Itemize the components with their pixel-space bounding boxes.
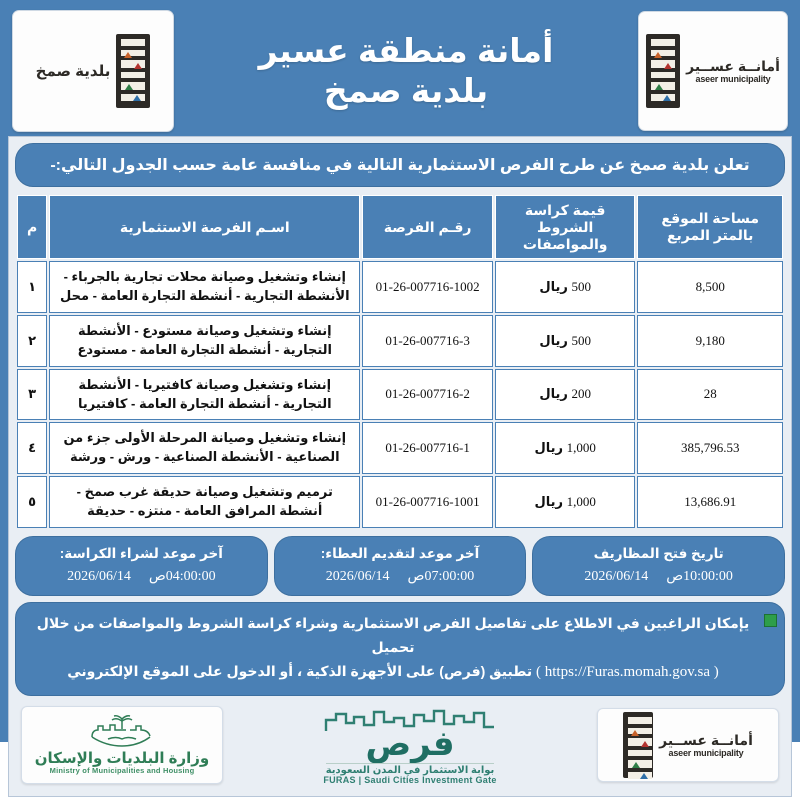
deadline-label: تاريخ فتح المظاريف: [593, 545, 724, 561]
column-header-fee: قيمة كراسة الشروط والمواصفات: [495, 195, 636, 259]
cell-name: إنشاء وتشغيل وصيانة المرحلة الأولى جزء من الصناعية - الأنشطة الصناعية - ورش - ورشة: [49, 422, 360, 474]
deadline-date: 2026/06/14: [67, 569, 131, 585]
aseer-municipality-logo: [638, 11, 788, 131]
cell-area: 13,686.91: [637, 476, 783, 528]
deadline-label: آخر موعد لتقديم العطاء:: [320, 545, 480, 561]
deadline-label: آخر موعد لشراء الكراسة:: [59, 545, 223, 561]
cell-number: 01-26-007716-3: [362, 315, 493, 367]
deadlines-row: [15, 536, 785, 596]
footer-logos: [15, 696, 785, 790]
ministry-name-arabic: وزارة البلديات والإسكان: [34, 749, 210, 767]
column-header-number: رقـم الفرصة: [362, 195, 493, 259]
page-title-line1: أمانة منطقة عسير: [258, 31, 554, 69]
table-row: [17, 422, 783, 474]
green-square-bullet-icon: [764, 614, 777, 627]
page-header: [8, 6, 792, 136]
cell-index: ٢: [17, 315, 47, 367]
cell-fee-amount: 1,000: [566, 493, 596, 509]
cell-fee-amount: 500: [571, 332, 591, 348]
deadline-date: 2026/06/14: [584, 569, 649, 585]
asir-heritage-emblem-icon: [116, 34, 150, 108]
opportunities-table-body: [17, 261, 783, 527]
cell-area: 385,796.53: [637, 422, 783, 474]
deadline-bid-submission: [274, 536, 527, 596]
table-row: [17, 476, 783, 528]
footer-furas-logo: [310, 704, 510, 786]
cell-area: 28: [637, 369, 783, 421]
asir-heritage-emblem-icon: [623, 712, 653, 778]
furas-wordmark: فرص: [365, 724, 455, 763]
cell-fee: [495, 422, 636, 474]
cell-fee-amount: 500: [571, 278, 591, 294]
info-note-wrapper: [15, 602, 785, 696]
cell-index: ٣: [17, 369, 47, 421]
deadline-envelope-opening: [532, 536, 785, 596]
cell-number: 01-26-007716-2: [362, 369, 493, 421]
deadline-time: 07:00:00ص: [407, 569, 475, 585]
cell-fee-currency: ريال: [534, 493, 563, 509]
table-row: [17, 315, 783, 367]
ministry-name-english: Ministry of Municipalities and Housing: [49, 766, 195, 776]
cell-name: إنشاء وتشغيل وصيانة محلات تجارية بالجرباء - الأنشطة التجارية - أنشطة التجارة العامة - محل: [49, 261, 360, 313]
cell-fee-currency: ريال: [534, 439, 563, 455]
page-title: [174, 31, 638, 112]
footer-aseer-arabic-label: أمانــة عســير: [659, 731, 753, 748]
cell-area: 8,500: [637, 261, 783, 313]
cell-fee: [495, 369, 636, 421]
furas-portal-url[interactable]: ( https://Furas.momah.gov.sa ): [536, 663, 719, 680]
info-note-line1: يإمكان الراغبين في الاطلاع على تفاصيل الفرص الاستثمارية وشراء كراسة الشروط والمواصفات من خلال تحميل: [36, 615, 750, 655]
footer-aseer-municipality-logo: [597, 708, 779, 782]
deadline-time: 04:00:00ص: [148, 569, 216, 585]
footer-aseer-english-label: aseer municipality: [668, 748, 744, 759]
column-header-name: اسـم الفرصة الاستثمارية: [49, 195, 360, 259]
info-note: [15, 602, 785, 696]
deadline-booklet-purchase: [15, 536, 268, 596]
deadline-time: 10:00:00ص: [666, 569, 733, 585]
cell-fee-amount: 1,000: [566, 439, 596, 455]
table-row: [17, 369, 783, 421]
cell-fee-currency: ريال: [539, 386, 568, 402]
cell-fee: [495, 476, 636, 528]
cell-index: ٤: [17, 422, 47, 474]
table-header-row: [17, 195, 783, 259]
cell-fee: [495, 315, 636, 367]
opportunities-table: [15, 193, 785, 530]
furas-divider: [326, 763, 494, 764]
cell-area: 9,180: [637, 315, 783, 367]
cell-index: ١: [17, 261, 47, 313]
footer-ministry-logo: [21, 706, 223, 784]
cell-number: 01-26-007716-1002: [362, 261, 493, 313]
cell-name: إنشاء وتشغيل وصيانة مستودع - الأنشطة التجارية - أنشطة التجارة العامة - مستودع: [49, 315, 360, 367]
cell-name: ترميم وتشغيل وصيانة حديقة غرب صمخ - أنشطة المرافق العامة - منتزه - حديقة: [49, 476, 360, 528]
table-row: [17, 261, 783, 313]
content-board: [8, 136, 792, 797]
column-header-area: مساحة الموقع بالمتر المربع: [637, 195, 783, 259]
samakh-logo-label: بلدية صمخ: [35, 63, 111, 80]
column-header-index: م: [17, 195, 47, 259]
cell-index: ٥: [17, 476, 47, 528]
cell-fee-currency: ريال: [539, 332, 568, 348]
aseer-logo-arabic-label: أمانــة عســير: [686, 57, 780, 74]
cell-number: 01-26-007716-1: [362, 422, 493, 474]
announcement-banner: تعلن بلدية صمخ عن طرح الفرص الاستثمارية التالية في منافسة عامة حسب الجدول التالي:-: [15, 143, 785, 187]
cell-fee-currency: ريال: [539, 278, 568, 294]
cell-fee: [495, 261, 636, 313]
asir-heritage-emblem-icon: [646, 34, 680, 108]
info-note-line2: تطبيق (فرص) على الأجهزة الذكية ، أو الدخول على الموقع الإلكتروني: [67, 662, 533, 679]
furas-tagline-english: FURAS | Saudi Cities Investment Gate: [323, 774, 497, 785]
aseer-logo-english-label: aseer municipality: [695, 73, 771, 84]
cell-fee-amount: 200: [571, 386, 591, 402]
furas-tagline-arabic: بوابة الاستثمار في المدن السعودية: [325, 764, 495, 776]
deadline-date: 2026/06/14: [325, 569, 390, 585]
cell-number: 01-26-007716-1001: [362, 476, 493, 528]
page-title-line2: بلدية صمخ: [323, 72, 489, 109]
cell-name: إنشاء وتشغيل وصيانة كافتيريا - الأنشطة التجارية - أنشطة التجارة العامة - كافتيريا: [49, 369, 360, 421]
samakh-municipality-logo: [12, 10, 174, 132]
